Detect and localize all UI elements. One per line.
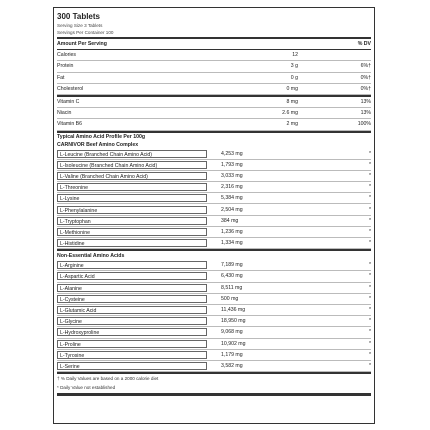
- row-name: Vitamin C: [57, 99, 80, 106]
- row-amount: 2,316 mg: [221, 184, 243, 191]
- row-name: L-Alanine: [57, 284, 207, 292]
- row-dv: *: [368, 217, 371, 224]
- label-row: [57, 339, 371, 350]
- label-row: [57, 271, 371, 282]
- label-row: [57, 160, 371, 171]
- essential-amino-list: [57, 149, 371, 250]
- row-dv: 13%: [360, 110, 371, 117]
- row-dv: 0%†: [360, 74, 371, 81]
- label-row: [57, 350, 371, 361]
- label-row: [57, 61, 371, 72]
- label-row: [57, 171, 371, 182]
- row-name: L-Serine: [57, 362, 207, 370]
- row-dv: *: [368, 273, 371, 280]
- dv-header: % DV: [357, 41, 371, 48]
- supplement-facts-panel: [53, 7, 375, 424]
- row-amount: 2 mg: [286, 121, 298, 128]
- label-row: [57, 204, 371, 215]
- profile-subtitle: CARNIVOR Beef Amino Complex: [57, 141, 139, 148]
- row-name: L-Leucine (Branched Chain Amino Acid): [57, 150, 207, 158]
- label-row: [57, 119, 371, 130]
- row-dv: 0%†: [360, 85, 371, 92]
- row-name: L-Hydroxyproline: [57, 328, 207, 336]
- row-name: L-Proline: [57, 340, 207, 348]
- row-amount: 3 g: [290, 63, 298, 70]
- label-row: [57, 316, 371, 327]
- row-dv: *: [368, 351, 371, 358]
- row-name: L-Aspartic Acid: [57, 272, 207, 280]
- label-row: [57, 227, 371, 238]
- vitamin-list: [57, 97, 371, 131]
- row-amount: 0 mg: [286, 85, 298, 92]
- row-name: L-Cysteine: [57, 295, 207, 303]
- row-dv: *: [368, 318, 371, 325]
- row-name: Protein: [57, 63, 74, 70]
- amount-per-serving-header: Amount Per Serving: [57, 41, 107, 48]
- row-dv: *: [368, 340, 371, 347]
- non-essential-title: Non-Essential Amino Acids: [57, 253, 125, 260]
- row-name: Cholesterol: [57, 85, 84, 92]
- row-name: Calories: [57, 52, 77, 59]
- divider: [57, 249, 371, 251]
- row-amount: 2.6 mg: [282, 110, 298, 117]
- row-amount: 1,793 mg: [221, 161, 243, 168]
- amount-header-row: [57, 39, 371, 50]
- label-row: [57, 182, 371, 193]
- row-amount: 1,179 mg: [221, 351, 243, 358]
- row-dv: 13%: [360, 99, 371, 106]
- row-amount: 9,068 mg: [221, 329, 243, 336]
- row-amount: 6,430 mg: [221, 273, 243, 280]
- row-amount: 500 mg: [221, 295, 239, 302]
- label-row: [57, 50, 371, 61]
- row-dv: *: [368, 295, 371, 302]
- label-row: [57, 108, 371, 119]
- row-amount: 1,236 mg: [221, 228, 243, 235]
- row-name: Fat: [57, 74, 65, 81]
- row-name: L-Phenylalanine: [57, 206, 207, 214]
- row-name: L-Valine (Branched Chain Amino Acid): [57, 172, 207, 180]
- row-amount: 11,436 mg: [221, 307, 246, 314]
- serving-size: Serving Size 3 Tablets: [57, 23, 103, 28]
- row-name: L-Isoleucine (Branched Chain Amino Acid): [57, 161, 207, 169]
- label-row: [57, 283, 371, 294]
- row-amount: 384 mg: [221, 217, 239, 224]
- row-dv: *: [368, 161, 371, 168]
- profile-title: Typical Amino Acid Profile Per 100g: [57, 133, 146, 140]
- label-row: [57, 193, 371, 204]
- label-row: [57, 97, 371, 108]
- label-row: [57, 361, 371, 372]
- row-amount: 18,950 mg: [221, 318, 246, 325]
- row-amount: 12: [292, 52, 298, 59]
- row-name: L-Tyrosine: [57, 351, 207, 359]
- row-dv: *: [368, 307, 371, 314]
- label-row: [57, 327, 371, 338]
- label-row: [57, 238, 371, 249]
- non-essential-amino-list: [57, 260, 371, 372]
- nutrient-list: [57, 50, 371, 95]
- row-amount: 4,253 mg: [221, 150, 243, 157]
- row-amount: 10,902 mg: [221, 340, 246, 347]
- label-row: [57, 260, 371, 271]
- footnote-not-established: * Daily Value not established: [57, 385, 116, 391]
- row-name: L-Tryptophan: [57, 217, 207, 225]
- row-name: L-Lysine: [57, 194, 207, 202]
- row-dv: *: [368, 150, 371, 157]
- row-amount: 8,511 mg: [221, 284, 243, 291]
- row-dv: *: [368, 329, 371, 336]
- row-dv: 100%: [357, 121, 371, 128]
- row-amount: 7,189 mg: [221, 262, 243, 269]
- servings-per-container: Servings Per Container 100: [57, 29, 371, 39]
- row-name: L-Threonine: [57, 183, 207, 191]
- label-row: [57, 216, 371, 227]
- label-row: [57, 73, 371, 84]
- row-dv: *: [368, 206, 371, 213]
- row-dv: *: [368, 362, 371, 369]
- row-dv: *: [368, 240, 371, 247]
- label-title: 300 Tablets: [57, 12, 100, 21]
- label-row: [57, 294, 371, 305]
- label-row: [57, 84, 371, 95]
- row-dv: *: [368, 172, 371, 179]
- row-amount: 3,582 mg: [221, 362, 243, 369]
- row-dv: *: [368, 184, 371, 191]
- row-dv: *: [368, 284, 371, 291]
- footnote-daily-values: † % Daily Values are based on a 2000 calorie diet: [57, 376, 159, 382]
- row-amount: 0 g: [290, 74, 298, 81]
- row-name: L-Glutamic Acid: [57, 306, 207, 314]
- row-amount: 3,033 mg: [221, 172, 243, 179]
- row-amount: 8 mg: [286, 99, 298, 106]
- row-amount: 5,384 mg: [221, 195, 243, 202]
- bottom-bar: [57, 393, 371, 396]
- label-row: [57, 149, 371, 160]
- row-dv: *: [368, 228, 371, 235]
- row-amount: 2,504 mg: [221, 206, 243, 213]
- row-dv: 6%†: [360, 63, 371, 70]
- row-name: L-Histidine: [57, 239, 207, 247]
- row-amount: 1,334 mg: [221, 240, 243, 247]
- row-dv: *: [368, 195, 371, 202]
- row-name: Niacin: [57, 110, 72, 117]
- row-name: L-Methionine: [57, 228, 207, 236]
- row-name: Vitamin B6: [57, 121, 82, 128]
- row-dv: *: [368, 262, 371, 269]
- label-row: [57, 305, 371, 316]
- row-name: L-Arginine: [57, 261, 207, 269]
- row-name: L-Glycine: [57, 317, 207, 325]
